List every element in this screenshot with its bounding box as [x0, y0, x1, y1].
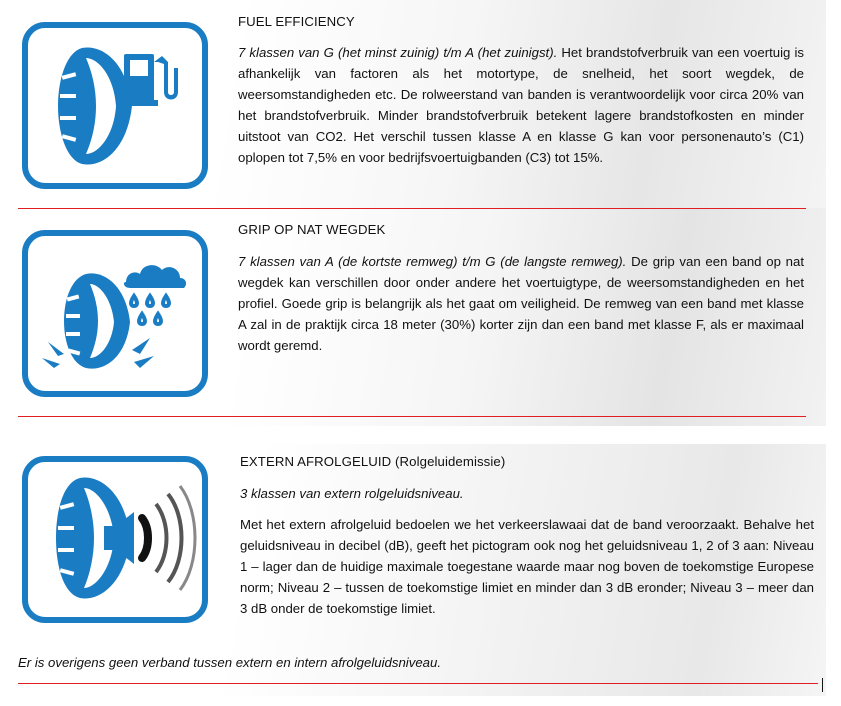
section-body: Het brandstofverbruik van een voertuig is afhankelijk van factoren als het motortype, de snelheid, het soort wegdek, de weersomstandigheden etc. De rolweerstand van banden is verantwoordelijk voor circa 20% van het brandstofverbruik. Minder brandstofverbruik betekent lagere brandstofkosten en minder uitstoot van CO2. Het verschil tussen klasse A en klasse G kan voor personenauto’s (C1) oplopen tot 7,5% en voor bedrijfsvoertuigbanden (C3) tot 15%.	[238, 45, 804, 165]
section-title: GRIP OP NAT WEGDEK	[238, 222, 386, 237]
section-lead: 3 klassen van extern rolgeluidsniveau.	[240, 486, 464, 501]
section-title: FUEL EFFICIENCY	[238, 14, 355, 29]
noise-tyre-icon	[22, 456, 208, 623]
section-text	[238, 251, 804, 356]
section-body: De grip van een band op nat wegdek kan verschillen door onder andere het voertuigtype, de weersomstandigheden en het profiel. Goede grip is belangrijk als het gaat om veiligheid. De remweg van een band met klasse A zal in de praktijk circa 18 meter (30%) korter zijn dan een band met klasse F, als er maximaal wordt geremd.	[238, 254, 804, 353]
section-title: EXTERN AFROLGELUID (Rolgeluidemissie)	[240, 454, 506, 469]
section-body: Met het extern afrolgeluid bedoelen we het verkeerslawaai dat de band veroorzaakt. Behalve het geluidsniveau in decibel (dB), geeft het pictogram ook nog het geluidsniveau 1, 2 of 3 aan: Niveau 1 – lager dan de huidige maximale toegestane waarde maar nog boven de toekomstige Europese norm; Niveau 2 – tussen de toekomstige limiet en minder dan 3 dB eronder; Niveau 3 – meer dan 3 dB onder de toekomstige limiet.	[240, 517, 814, 616]
footnote: Er is overigens geen verband tussen extern en intern afrolgeluidsniveau.	[18, 655, 441, 670]
wet-grip-tyre-icon	[22, 230, 208, 397]
divider	[18, 683, 818, 684]
section-text	[238, 42, 804, 168]
divider	[18, 416, 806, 417]
section-lead: 7 klassen van A (de kortste remweg) t/m G (de langste remweg).	[238, 254, 627, 269]
text-cursor	[822, 678, 823, 692]
section-lead: 7 klassen van G (het minst zuinig) t/m A (het zuinigst).	[238, 45, 558, 60]
divider	[18, 208, 806, 209]
fuel-pump-tyre-icon	[22, 22, 208, 189]
